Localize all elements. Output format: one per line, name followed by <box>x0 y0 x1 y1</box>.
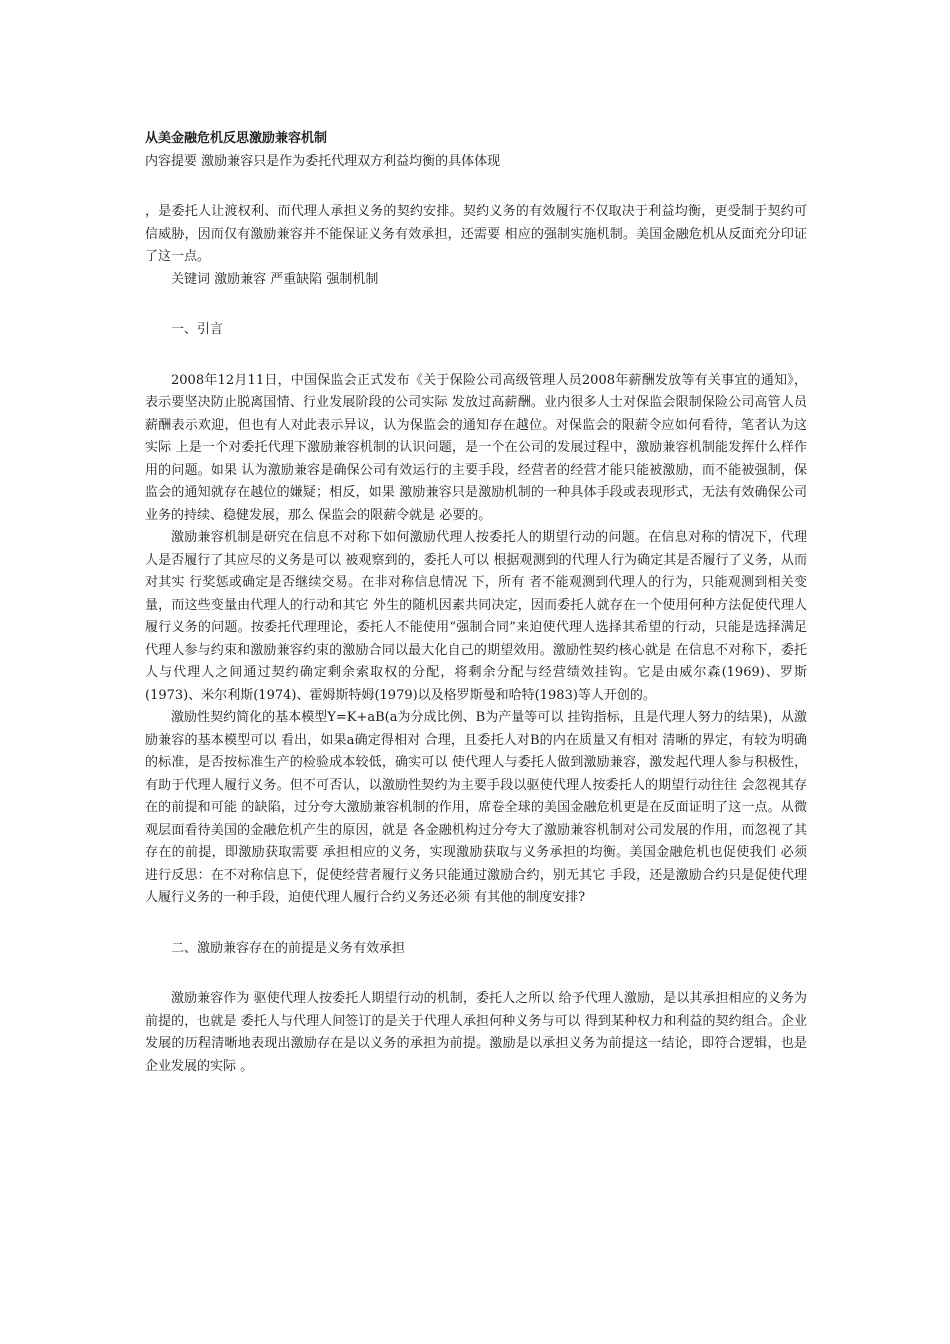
spacer <box>145 342 807 370</box>
document-body <box>145 128 807 1078</box>
paragraph: 2008年12月11日，中国保监会正式发布《关于保险公司高级管理人员2008年薪酬发放等有关事宜的通知》，表示要坚决防止脱离国情、行业发展阶段的公司实际 发放过高薪酬。业内很多人士对保监会限制保险公司高管人员薪酬表示欢迎，但也有人对此表示异议，认为保监会的通知存在越位。对保监会的限薪令应如何看待，笔者认为这实际 上是一个对委托代理下激励兼容机制的认识问题，是一个在公司的发展过程中，激励兼容机制能发挥什么样作用的问题。如果 认为激励兼容是确保公司有效运行的主要手段，经营者的经营才能只能被激励，而不能被强制，保监会的通知就存在越位的嫌疑；相反，如果 激励兼容只是激励机制的一种具体手段或表现形式，无法有效确保公司业务的持续、稳健发展，那么 保监会的限薪令就是 必要的。 <box>145 372 807 523</box>
abstract-continuation: ，是委托人让渡权利、而代理人承担义务的契约安排。契约义务的有效履行不仅取决于利益均衡，更受制于契约可信威胁，因而仅有激励兼容并不能保证义务有效承担，还需要 相应的强制实施机制。美国金融危机从反面充分印证了这一点。 <box>145 204 807 264</box>
section-heading-premise: 二、激励兼容存在的前提是义务有效承担 <box>171 940 406 956</box>
section-heading-introduction: 一、引言 <box>171 322 224 337</box>
spacer <box>145 291 807 319</box>
spacer <box>145 960 807 988</box>
paragraph: 激励兼容作为 驱使代理人按委托人期望行动的机制，委托人之所以 给予代理人激励，是以其承担相应的义务为前提的，也就是 委托人与代理人间签订的是关于代理人承担何种义务与可以 得到某种权力和利益的契约组合。企业发展的历程清晰地表现出激励存在是以义务的承担为前提。激励是以承担义务为前提这一结论，即符合逻辑，也是 企业发展的实际 。 <box>145 991 807 1074</box>
abstract-line: 内容提要 激励兼容只是作为委托代理双方利益均衡的具体体现 <box>145 153 501 169</box>
paragraph: 激励性契约简化的基本模型Y=K+aB(a为分成比例、B为产量等可以 挂钩指标，且是代理人努力的结果)，从激励兼容的基本模型可以 看出，如果a确定得相对 合理，且委托人对B的内在质量又有相对 清晰的界定，有较为明确的标准，是否按标准生产的检验成本较低，确实可以 使代理人与委托人做到激励兼容，激发起代理人参与积极性，有助于代理人履行义务。但不可否认，以激励性契约为主要手段以驱使代理人按委托人的期望行动往往 会忽视其存在的前提和可能 的缺陷，过分夸大激励兼容机制的作用，席卷全球的美国金融危机更是在反面证明了这一点。从微观层面看待美国的金融危机产生的原因，就是 各金融机构过分夸大了激励兼容机制对公司发展的作用，而忽视了其存在的前提，即激励获取需要 承担相应的义务，实现激励获取与义务承担的均衡。美国金融危机也促使我们 必须 进行反思：在不对称信息下，促使经营者履行义务只能通过激励合约，别无其它 手段，还是激励合约只是促使代理人履行义务的一种手段，迫使代理人履行合约义务还必须 有其他的制度安排? <box>145 710 807 905</box>
keywords-line: 关键词 激励兼容 严重缺陷 强制机制 <box>171 271 379 287</box>
spacer <box>145 910 807 938</box>
spacer <box>145 173 807 201</box>
paragraph: 激励兼容机制是研究在信息不对称下如何激励代理人按委托人的期望行动的问题。在信息对称的情况下，代理人是否履行了其应尽的义务是可以 被观察到的，委托人可以 根据观测到的代理人行为确定其是否履行了义务，从而对其实 行奖惩或确定是否继续交易。在非对称信息情况 下，所有 者不能观测到代理人的行为，只能观测到相关变量，而这些变量由代理人的行动和其它 外生的随机因素共同决定，因而委托人就存在一个使用何种方法促使代理人履行义务的问题。按委托代理理论，委托人不能使用“强制合同”来迫使代理人选择其希望的行动，只能是选择满足代理人参与约束和激励兼容约束的激励合同以最大化自己的期望效用。激励性契约核心就是 在信息不对称下，委托人与代理人之间通过契约确定剩余索取权的分配，将剩余分配与经营绩效挂钩。它是由威尔森(1969)、罗斯(1973)、米尔利斯(1974)、霍姆斯特姆(1979)以及格罗斯曼和哈特(1983)等人开创的。 <box>145 530 807 703</box>
document-title: 从美金融危机反思激励兼容机制 <box>145 131 328 146</box>
